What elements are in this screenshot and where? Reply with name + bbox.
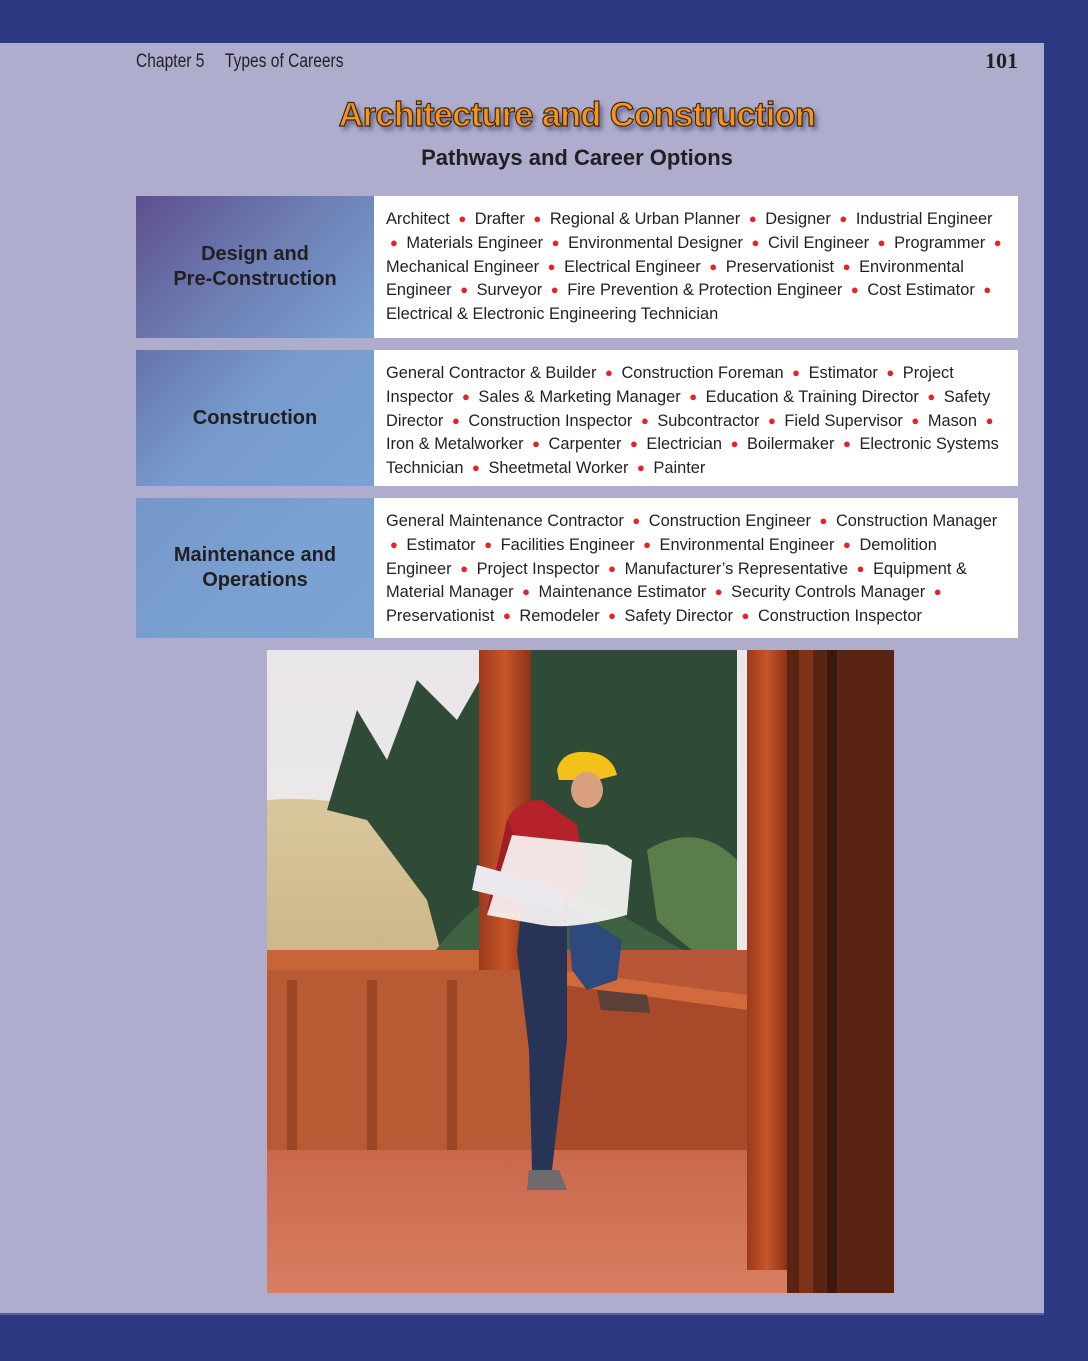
career-item: Construction Engineer	[648, 512, 811, 530]
bullet-icon: ●	[390, 536, 398, 552]
pathway-name-cell	[136, 196, 374, 338]
career-item: Education & Training Director	[705, 387, 919, 406]
career-item: Estimator	[406, 535, 476, 554]
bullet-icon: ●	[985, 412, 994, 428]
bullet-icon: ●	[842, 258, 851, 274]
bullet-icon: ●	[748, 211, 757, 226]
career-item: Field Supervisor	[784, 411, 903, 430]
career-item: Maintenance Estimator	[538, 583, 707, 602]
career-item: Environmental Engineer	[386, 257, 964, 300]
career-item: General Contractor & Builder	[386, 364, 597, 382]
bullet-icon: ●	[451, 412, 460, 428]
bullet-icon: ●	[850, 282, 859, 298]
career-item: Industrial Engineer	[855, 210, 993, 228]
career-item: Surveyor	[476, 281, 543, 300]
bullet-icon: ●	[522, 584, 530, 600]
career-item: Construction Inspector	[757, 607, 922, 626]
bullet-icon: ●	[643, 536, 651, 552]
bullet-icon: ●	[843, 436, 851, 452]
career-item: Programmer	[894, 233, 986, 252]
bullet-icon: ●	[629, 436, 638, 452]
career-item: Project Inspector	[476, 559, 600, 578]
pathway-name-line: Design and	[201, 243, 309, 265]
career-item: Regional & Urban Planner	[549, 210, 741, 228]
bullet-icon: ●	[993, 234, 1002, 250]
career-item: Safety Director	[386, 387, 991, 430]
career-item: Equipment & Material Manager	[386, 559, 967, 602]
career-item: Preservationist	[725, 257, 835, 276]
bullet-icon: ●	[484, 536, 493, 552]
bullet-icon: ●	[843, 536, 851, 552]
career-item: Preservationist	[386, 607, 495, 626]
career-item: Designer	[765, 210, 831, 228]
career-item: Boilermaker	[747, 435, 835, 454]
career-item: Sheetmetal Worker	[488, 459, 629, 478]
career-item: Civil Engineer	[767, 233, 870, 252]
career-item: Fire Prevention & Protection Engineer	[567, 281, 843, 300]
career-item: Environmental Engineer	[659, 535, 835, 554]
running-head	[136, 51, 344, 73]
bullet-icon: ●	[640, 412, 649, 428]
bullet-icon: ●	[502, 608, 511, 624]
bullet-icon: ●	[714, 584, 723, 600]
bullet-icon: ●	[637, 460, 645, 476]
bullet-icon: ●	[839, 211, 848, 226]
construction-worker-photo	[267, 650, 894, 1293]
career-item: Environmental Designer	[568, 233, 743, 252]
pathway-row	[136, 498, 1018, 638]
bullet-icon: ●	[927, 388, 936, 404]
career-item: Painter	[653, 459, 706, 478]
career-item: Mechanical Engineer	[386, 257, 540, 276]
bullet-icon: ●	[532, 436, 540, 452]
bullet-icon: ●	[767, 412, 776, 428]
bullet-icon: ●	[547, 258, 556, 274]
career-item: Construction Foreman	[621, 364, 784, 382]
career-item: Demolition Engineer	[386, 535, 937, 578]
chapter-label: Chapter 5	[136, 51, 205, 72]
bullet-icon: ●	[709, 258, 718, 274]
bullet-icon: ●	[819, 513, 828, 528]
pathway-row	[136, 196, 1018, 338]
page-title: Architecture and Construction	[338, 96, 816, 134]
bullet-icon: ●	[792, 365, 801, 380]
photo-illustration	[267, 650, 894, 1293]
bullet-icon: ●	[533, 211, 542, 226]
pathway-name-cell	[136, 350, 374, 486]
bullet-icon: ●	[886, 365, 895, 380]
bullet-icon: ●	[689, 388, 698, 404]
career-item: Electrician	[646, 435, 723, 454]
chapter-title: Types of Careers	[224, 51, 344, 72]
career-item: Sales & Marketing Manager	[478, 387, 681, 406]
pathway-name-line: Maintenance and	[173, 544, 337, 566]
pathway-name-line: Construction	[192, 406, 318, 429]
bullet-icon: ●	[605, 365, 613, 380]
bullet-icon: ●	[608, 608, 616, 624]
career-item: Cost Estimator	[867, 281, 975, 300]
bullet-icon: ●	[751, 234, 760, 250]
career-item: Project Inspector	[386, 364, 954, 406]
bullet-icon: ●	[983, 282, 992, 298]
career-item: Electrical & Electronic Engineering Technician	[386, 305, 719, 324]
bullet-icon: ●	[551, 234, 560, 250]
bullet-icon: ●	[933, 584, 942, 600]
pathway-name-line: Pre-Construction	[173, 268, 337, 290]
pathway-name-cell	[136, 498, 374, 638]
pathways-table	[136, 196, 1018, 650]
bullet-icon: ●	[741, 608, 750, 624]
bullet-icon: ●	[608, 560, 617, 576]
page-number: 101	[985, 48, 1018, 73]
bullet-icon: ●	[460, 282, 469, 298]
bullet-icon: ●	[911, 412, 920, 428]
page-subtitle: Pathways and Career Options	[421, 145, 733, 170]
bullet-icon: ●	[390, 234, 398, 250]
career-item: Facilities Engineer	[500, 535, 635, 554]
career-item: Estimator	[808, 364, 878, 382]
bullet-icon: ●	[460, 560, 469, 576]
career-list	[374, 196, 1018, 338]
career-item: Remodeler	[519, 607, 600, 626]
career-item: Construction Inspector	[468, 411, 633, 430]
career-list	[374, 498, 1018, 638]
pathway-row	[136, 350, 1018, 486]
career-item: Architect	[386, 210, 450, 228]
career-item: Materials Engineer	[406, 233, 544, 252]
bullet-icon: ●	[472, 460, 480, 476]
bullet-icon: ●	[461, 388, 470, 404]
bullet-icon: ●	[730, 436, 739, 452]
career-item: Security Controls Manager	[731, 583, 926, 602]
career-item: Electrical Engineer	[564, 257, 701, 276]
textbook-page	[0, 43, 1044, 1315]
career-item: General Maintenance Contractor	[386, 512, 624, 530]
career-item: Safety Director	[624, 607, 733, 626]
career-list	[374, 350, 1018, 486]
career-item: Drafter	[474, 210, 525, 228]
career-item: Electronic Systems Technician	[386, 435, 999, 478]
career-item: Iron & Metalworker	[386, 435, 524, 454]
pathway-name-line: Operations	[202, 569, 308, 591]
bullet-icon: ●	[458, 211, 467, 226]
career-item: Construction Manager	[835, 512, 998, 530]
bullet-icon: ●	[632, 513, 641, 528]
bullet-icon: ●	[550, 282, 559, 298]
bullet-icon: ●	[877, 234, 886, 250]
career-item: Manufacturer’s Representative	[624, 559, 849, 578]
career-item: Carpenter	[548, 435, 622, 454]
career-item: Mason	[927, 411, 978, 430]
bullet-icon: ●	[856, 560, 865, 576]
career-item: Subcontractor	[657, 411, 760, 430]
